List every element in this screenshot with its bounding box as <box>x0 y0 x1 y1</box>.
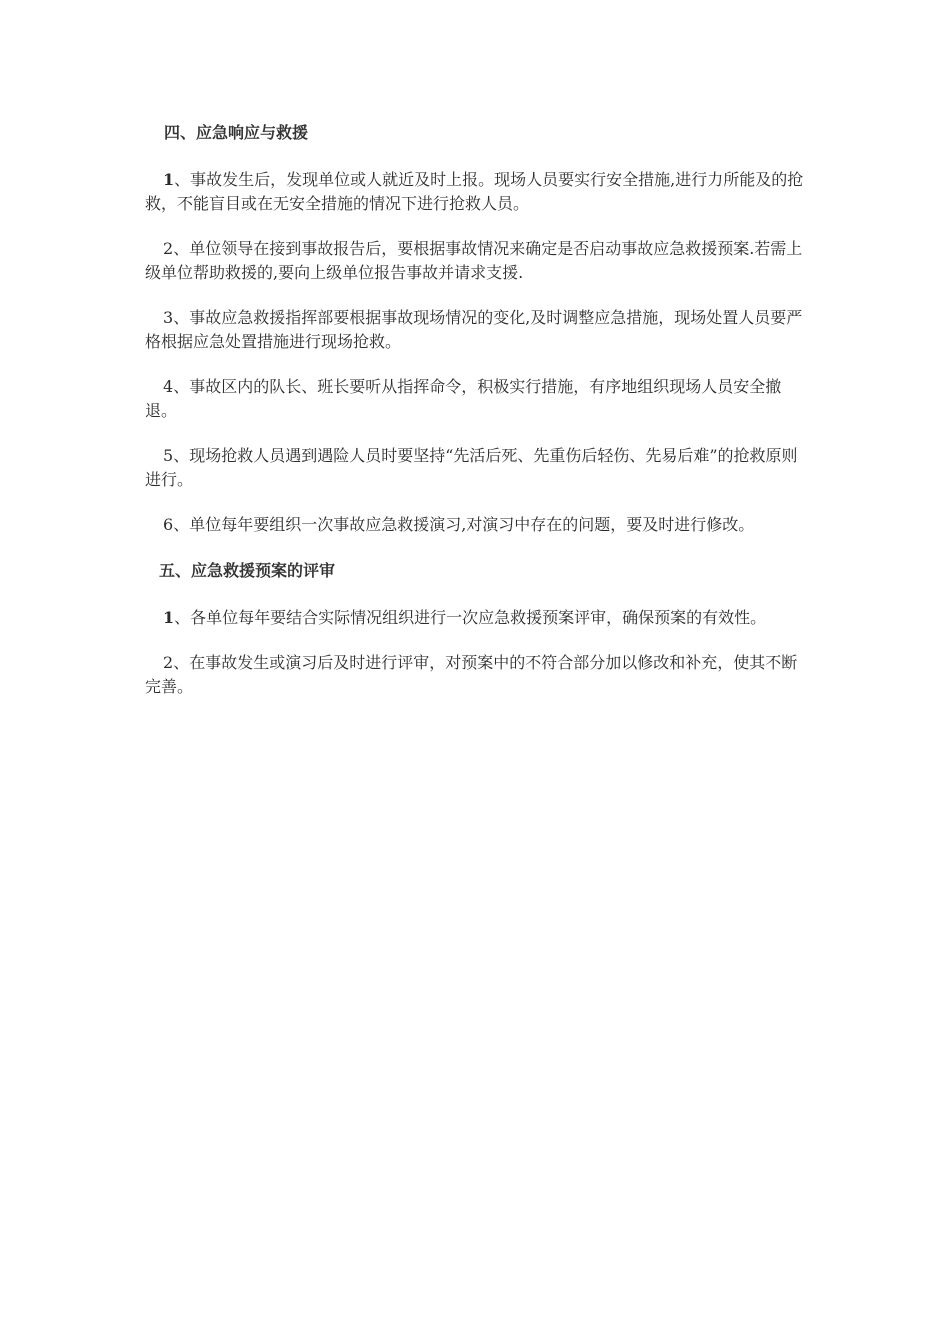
paragraph-text: 、单位领导在接到事故报告后，要根据事故情况来确定是否启动事故应急救援预案.若需上级单位帮助救援的,要向上级单位报告事故并请求支援. <box>145 239 803 282</box>
paragraph-item <box>145 651 807 699</box>
paragraph-text: 、在事故发生或演习后及时进行评审，对预案中的不符合部分加以修改和补充，使其不断完善。 <box>145 653 798 696</box>
paragraph-number: 5 <box>163 446 174 465</box>
document-page <box>145 120 807 720</box>
paragraph-text: 、事故发生后，发现单位或人就近及时上报。现场人员要实行安全措施,进行力所能及的抢救，不能盲目或在无安全措施的情况下进行抢救人员。 <box>145 170 804 213</box>
paragraph-number: 1 <box>163 170 175 189</box>
paragraph-item <box>145 444 807 492</box>
section-heading-emergency-response: 四、应急响应与救援 <box>164 123 309 142</box>
paragraph-item <box>145 606 807 630</box>
paragraph-item <box>145 375 807 423</box>
paragraph-number: 2 <box>163 653 174 672</box>
paragraph-text: 、事故区内的队长、班长要听从指挥命令，积极实行措施，有序地组织现场人员安全撤退。 <box>145 377 782 420</box>
paragraph-number: 1 <box>163 608 175 627</box>
paragraph-number: 4 <box>163 377 174 396</box>
paragraph-text: 、现场抢救人员遇到遇险人员时要坚持“先活后死、先重伤后轻伤、先易后难”的抢救原则进行。 <box>145 446 798 489</box>
paragraph-number: 2 <box>163 239 174 258</box>
paragraph-item <box>145 237 807 285</box>
paragraph-text: 、事故应急救援指挥部要根据事故现场情况的变化,及时调整应急措施，现场处置人员要严格根据应急处置措施进行现场抢救。 <box>145 308 803 351</box>
paragraph-text: 、单位每年要组织一次事故应急救援演习,对演习中存在的问题，要及时进行修改。 <box>173 515 755 534</box>
paragraph-number: 3 <box>163 308 174 327</box>
paragraph-text: 、各单位每年要结合实际情况组织进行一次应急救援预案评审，确保预案的有效性。 <box>174 608 767 627</box>
paragraph-number: 6 <box>163 515 174 534</box>
paragraph-item <box>145 168 807 216</box>
paragraph-item <box>145 513 807 537</box>
section-heading-plan-review: 五、应急救援预案的评审 <box>159 561 336 580</box>
paragraph-item <box>145 306 807 354</box>
